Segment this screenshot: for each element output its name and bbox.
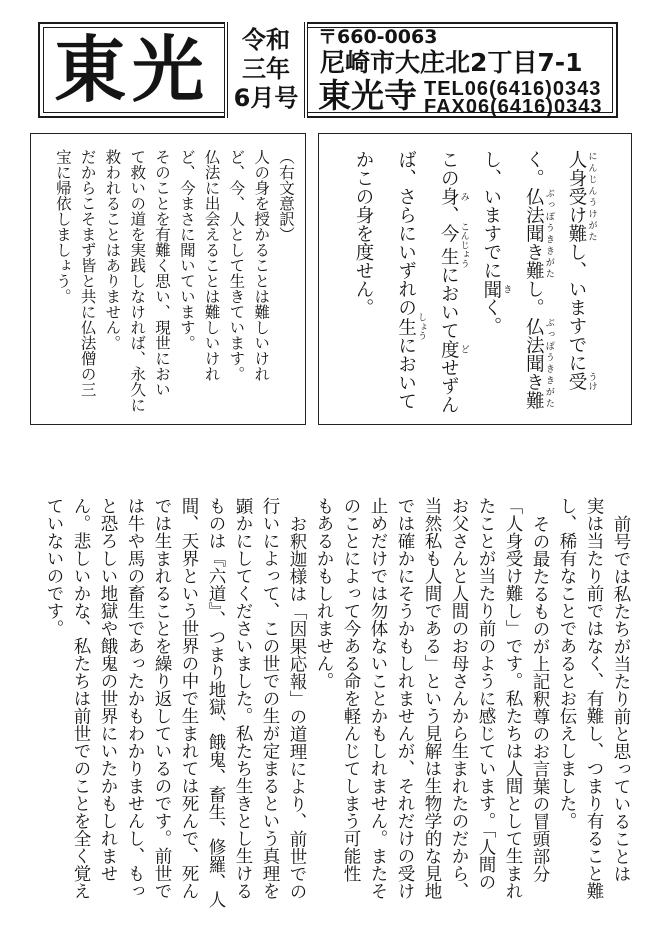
sutra-segment: し、いますでに: [480, 150, 502, 280]
sutra-segment: この: [438, 150, 460, 187]
furigana-group: [523, 187, 555, 280]
article-line: 止めだけでは勿体ないことかもしれません。またそ: [368, 497, 388, 900]
article-line: ものは『六道』、つまり地獄、餓鬼、畜生、修羅、人: [206, 497, 226, 909]
sutra-segment: し。: [523, 279, 545, 317]
article-line: たことが当たり前のように感じています。「人間の: [476, 497, 496, 891]
article-line: では確かにそうかもしれませんが、それだけの受け: [395, 497, 415, 900]
ruby-base: 仏法聞き難: [523, 316, 545, 409]
furigana-group: [523, 316, 555, 410]
article-line: 顕かにしてくださいました。私たち生きとし生ける: [233, 497, 253, 900]
ruby-base: 仏法聞き難: [523, 187, 545, 280]
translation-heading: （右文意訳）: [277, 149, 295, 242]
article-line: ん。悲しいかな、私たちは前世でのことを全く覚え: [71, 497, 91, 900]
translation-line: て救いの道を実践しなければ、永久に: [128, 149, 147, 413]
article-paragraph: [553, 497, 634, 927]
translation-line: そのことを有難く思い、現世におい: [153, 149, 172, 397]
furigana-group: [395, 312, 427, 341]
sutra-column: [341, 150, 384, 422]
sutra-text: [341, 150, 597, 422]
postal-code: 〒660-0063: [318, 26, 438, 48]
furigana-group: [566, 150, 597, 243]
article-line: お父さんと人間のお母さんから生まれたのだから、: [449, 497, 469, 900]
furigana: ど: [458, 339, 470, 359]
newsletter-title: 東光: [54, 27, 211, 112]
sutra-box: [318, 133, 632, 425]
article-paragraph: [40, 497, 310, 927]
sutra-column: [512, 150, 555, 422]
sutra-segment: 、: [438, 205, 460, 224]
furigana: にんじんうけがた: [586, 150, 597, 243]
ruby-base: 度: [438, 339, 460, 359]
translation-box: [30, 133, 306, 425]
sutra-segment: く。: [480, 298, 502, 335]
sutra-segment: く。: [523, 150, 545, 187]
article-line: もあるかもしれません。: [314, 497, 334, 690]
ruby-base: 人身受け難: [566, 150, 587, 243]
furigana-group: [438, 187, 470, 206]
article-paragraph: [310, 497, 553, 927]
issue-month: 6月号: [233, 84, 299, 112]
temple-address: 尼崎市大庄北2丁目7-1: [320, 48, 583, 77]
sutra-segment: かこの身を度せん。: [353, 150, 375, 317]
sutra-segment: において: [395, 336, 417, 411]
issue-year: 三年: [242, 55, 290, 83]
translation-line: ど、今まさに聞いています。: [177, 149, 196, 351]
ruby-base: 今生: [438, 221, 460, 268]
article-line: と恐ろしい地獄や餓鬼の世界にいたかもしれませ: [98, 497, 118, 882]
issue-era: 令和: [242, 26, 290, 54]
ruby-base: 身: [438, 187, 460, 206]
sutra-segment: せずん: [438, 358, 460, 414]
article-body: [40, 497, 634, 927]
translation-line: だからこそまず皆と共に仏法僧の三: [78, 149, 97, 397]
translation-text: [50, 149, 298, 419]
sutra-column: [554, 150, 597, 422]
furigana-group: [438, 221, 470, 268]
article-line: は牛や馬の畜生であったかもわかりませんし、もっ: [125, 497, 145, 900]
furigana: き: [500, 279, 512, 298]
article-line: お釈迦様は「因果応報」の道理により、前世での: [287, 514, 307, 900]
article-line: 「人身受け難し」です。私たちは人間として生まれ: [503, 497, 523, 900]
furigana: ぶっぽうききがた: [543, 187, 555, 280]
furigana: ぶっぽうききがた: [543, 316, 555, 409]
furigana-group: [480, 279, 512, 299]
article-line: し、稀有なことであるとお伝えしました。: [557, 497, 577, 830]
sutra-segment: において: [438, 265, 460, 340]
sutra-column: [427, 150, 470, 422]
furigana-group: [438, 339, 470, 359]
translation-line: 宝に帰依しましょう。: [53, 149, 72, 304]
article-line: のことによって今ある命を軽んじてしまう可能性: [341, 497, 361, 882]
translation-line: ど、今、人として生きています。: [227, 149, 246, 382]
furigana-group: [566, 372, 597, 391]
article-line: 行いによって、この世での生が定まるという真理を: [260, 497, 280, 900]
temple-name: 東光寺: [318, 76, 417, 115]
fax-number: FAX06(6416)0343: [424, 96, 603, 118]
furigana: うけ: [586, 372, 597, 391]
sutra-column: [384, 150, 427, 422]
sutra-segment: ば、さらにいずれの: [395, 150, 417, 317]
article-line: 間、天界という世界の中で生まれては死んで、死ん: [179, 497, 199, 900]
article-line: では生まれることを繰り返しているのです。前世で: [152, 497, 172, 900]
sutra-segment: し、いますでに: [566, 242, 587, 372]
ruby-base: 生: [395, 312, 417, 341]
issue-box: [224, 22, 308, 118]
article-line: 当然私も人間である」という見解は生物学的な見地: [422, 497, 442, 900]
translation-line: 人の身を授かることは難しいけれ: [252, 149, 271, 382]
ruby-base: 受: [566, 372, 587, 391]
article-line: 実は当たり前ではなく、有難し、つまり有ること難: [584, 497, 604, 900]
article-line: その最たるものが上記釈尊のお言葉の冒頭部分: [530, 514, 550, 882]
ruby-base: 聞: [480, 279, 502, 298]
sutra-column: [469, 150, 512, 422]
telephone-number: TEL06(6416)0343: [424, 78, 602, 100]
furigana: み: [458, 187, 470, 206]
article-line: 前号では私たちが当たり前と思っていることは: [611, 514, 631, 882]
article-line: ていないのです。: [44, 497, 64, 637]
furigana: こんじょう: [458, 221, 470, 268]
translation-line: 救われることはありません。: [103, 149, 122, 351]
furigana: しょう: [415, 312, 427, 341]
translation-line: 仏法に出会えることは難しいけれ: [202, 149, 221, 382]
